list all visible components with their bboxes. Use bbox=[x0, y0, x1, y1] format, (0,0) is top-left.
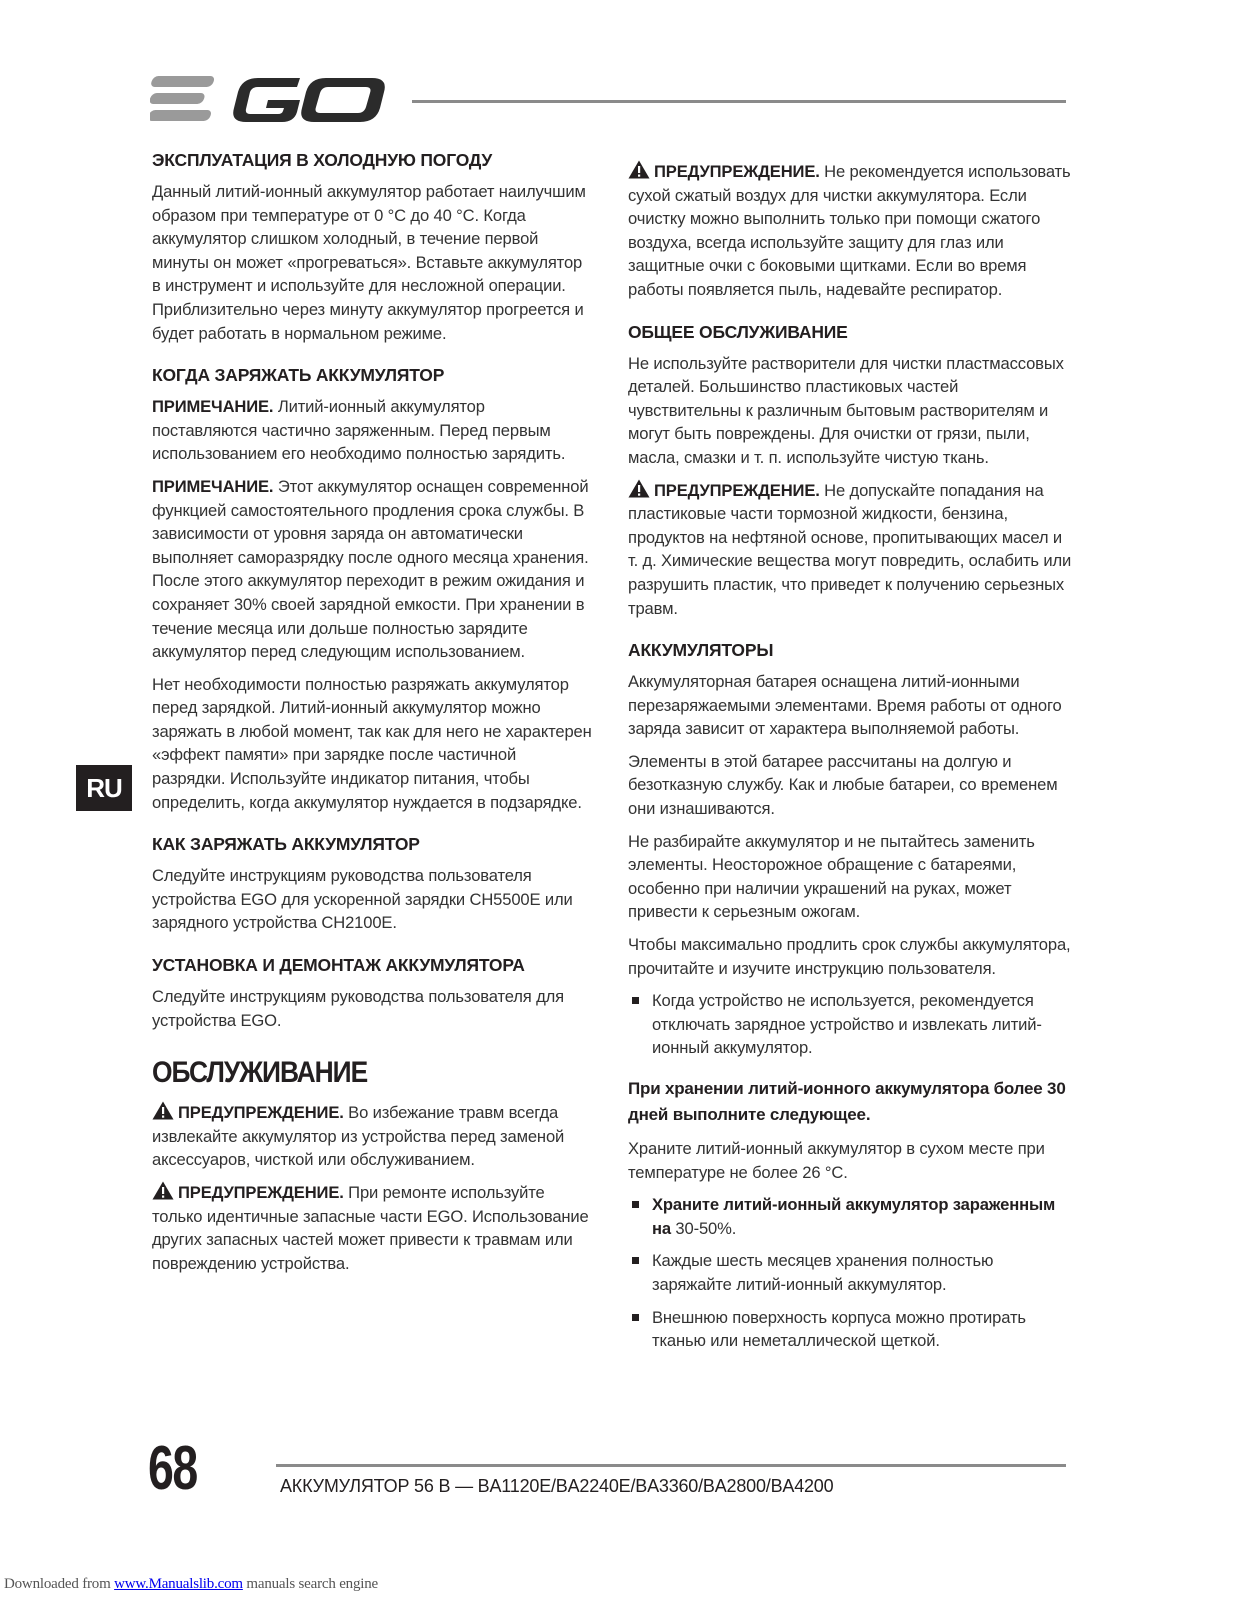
footer-title: АККУМУЛЯТОР 56 В — BA1120E/BA2240E/BA3360/BA2800/BA4200 bbox=[280, 1476, 834, 1496]
footer-rule bbox=[276, 1464, 1066, 1467]
list-item-text: Внешнюю поверхность корпуса можно протирать тканью или неметаллической щеткой. bbox=[652, 1307, 1026, 1351]
paragraph: Аккумуляторная батарея оснащена литий-ионными перезаряжаемыми элементами. Время работы от одного заряда зависит от характера выполняемой работы. bbox=[628, 672, 1062, 739]
paragraph: Не используйте растворители для чистки пластмассовых деталей. Большинство пластиковых частей чувствительны к различным бытовым растворителям и могут быть повреждены. Для очистки от грязи, пыли, масла, смазки и т. п. используйте чистую ткань. bbox=[628, 353, 1064, 467]
section-title-install-remove: УСТАНОВКА И ДЕМОНТАЖ АККУМУЛЯТОРА bbox=[152, 955, 525, 976]
paragraph: Храните литий-ионный аккумулятор в сухом месте при температуре не более 26 °C. bbox=[628, 1139, 1045, 1182]
left-column bbox=[152, 150, 592, 1284]
note-text: Литий-ионный аккумулятор поставляются частично заряженным. Перед первым использованием его необходимо полностью зарядить. bbox=[152, 397, 566, 464]
language-tab: RU bbox=[76, 765, 132, 811]
header-rule bbox=[412, 100, 1066, 103]
ego-logo bbox=[150, 68, 390, 130]
paragraph: Чтобы максимально продлить срок службы аккумулятора, прочитайте и изучите инструкцию пользователя. bbox=[628, 935, 1071, 978]
warning-label: ПРЕДУПРЕЖДЕНИЕ. bbox=[178, 1103, 344, 1123]
list-item bbox=[628, 989, 1073, 1060]
note-text: Этот аккумулятор оснащен современной функцией самостоятельного продления срока службы. В зависимости от уровня заряда он автоматически выполняет саморазрядку после одного месяца хранения. После этого аккумулятор переходит в режим ожидания и сохраняет 30% своей зарядной емкости. При хранении в течение месяца или дольше полностью зарядите аккумулятор перед следующим использованием. bbox=[152, 476, 589, 662]
list-item-text: 30-50%. bbox=[670, 1218, 737, 1238]
section-title-cold-weather: ЭКСПЛУАТАЦИЯ В ХОЛОДНУЮ ПОГОДУ bbox=[152, 150, 493, 170]
note-label: ПРИМЕЧАНИЕ. bbox=[152, 397, 274, 417]
list-item-text: Каждые шесть месяцев хранения полностью заряжайте литий-ионный аккумулятор. bbox=[652, 1251, 994, 1294]
section-title-batteries: АККУМУЛЯТОРЫ bbox=[628, 640, 774, 661]
bullet-list bbox=[628, 989, 1073, 1060]
warning-label: ПРЕДУПРЕЖДЕНИЕ. bbox=[654, 162, 820, 181]
warning-paragraph bbox=[628, 479, 1073, 621]
warning-icon bbox=[152, 1101, 174, 1120]
list-item-bold-text: Храните литий-ионный аккумулятор зараженным на bbox=[652, 1195, 1056, 1238]
warning-icon bbox=[628, 160, 650, 179]
note-label: ПРИМЕЧАНИЕ. bbox=[152, 476, 274, 496]
warning-text: Во избежание травм всегда извлекайте аккумулятор из устройства перед заменой аксессуаров, чисткой или обслуживанием. bbox=[152, 1103, 565, 1170]
paragraph: Элементы в этой батарее рассчитаны на долгую и безотказную службу. Как и любые батареи, со временем они изнашиваются. bbox=[628, 751, 1058, 819]
paragraph: Нет необходимости полностью разряжать аккумулятор перед зарядкой. Литий-ионный аккумулятор можно заряжать в любой момент, так как для него не характерен «эффект памяти» при зарядке после частичной разрядки. Используйте индикатор питания, чтобы определить, когда аккумулятор нуждается в подзарядке. bbox=[152, 674, 592, 812]
warning-paragraph bbox=[152, 1101, 592, 1172]
list-item-text: Когда устройство не используется, рекомендуется отключать зарядное устройство и извлекать литий-ионный аккумулятор. bbox=[652, 991, 1042, 1058]
bullet-square-icon bbox=[632, 1314, 639, 1321]
section-title-when-charge: КОГДА ЗАРЯЖАТЬ АККУМУЛЯТОР bbox=[152, 365, 445, 386]
paragraph: Данный литий-ионный аккумулятор работает наилучшим образом при температуре от 0 °C до 40 °C. Когда аккумулятор слишком холодный, в течение первой минуты он может «прогреваться». Вставьте аккумулятор в инструмент и используйте для несложной операции. Приблизительно через минуту аккумулятор прогреется и будет работать в нормальном режиме. bbox=[152, 182, 586, 343]
bullet-square-icon bbox=[632, 1201, 639, 1208]
warning-paragraph bbox=[152, 1181, 592, 1275]
section-title-how-charge: КАК ЗАРЯЖАТЬ АККУМУЛЯТОР bbox=[152, 834, 420, 855]
paragraph: Не разбирайте аккумулятор и не пытайтесь заменить элементы. Неосторожное обращение с батареями, особенно при наличии украшений на руках, может привести к серьезным ожогам. bbox=[628, 831, 1035, 922]
note-paragraph bbox=[152, 395, 592, 466]
bullet-list bbox=[628, 1193, 1073, 1353]
warning-text: Не рекомендуется использовать сухой сжатый воздух для чистки аккумулятора. Если очистку можно выполнить только при помощи сжатого воздуха, всегда используйте защиту для глаз или защитные очки с боковыми щитками. Если во время работы появляется пыль, надевайте респиратор. bbox=[628, 162, 1071, 299]
list-item bbox=[628, 1193, 1073, 1240]
note-paragraph bbox=[152, 475, 592, 664]
ego-logo-graphic bbox=[150, 68, 390, 130]
warning-paragraph bbox=[628, 160, 1073, 302]
list-item bbox=[628, 1249, 1073, 1296]
bullet-square-icon bbox=[632, 997, 639, 1004]
warning-label: ПРЕДУПРЕЖДЕНИЕ. bbox=[178, 1183, 344, 1202]
subsection-title-storage: При хранении литий-ионного аккумулятора более 30 дней выполните следующее. bbox=[628, 1079, 1066, 1124]
main-title-maintenance: ОБСЛУЖИВАНИЕ bbox=[152, 1056, 368, 1090]
warning-text: При ремонте используйте только идентичные запасные части EGO. Использование других запасных частей может привести к травмам или повреждению устройства. bbox=[152, 1183, 589, 1273]
page-number: 68 bbox=[148, 1434, 197, 1503]
warning-icon bbox=[628, 479, 650, 498]
paragraph: Следуйте инструкциям руководства пользователя устройства EGO для ускоренной зарядки CH5500E или зарядного устройства CH2100E. bbox=[152, 866, 573, 933]
manualslib-link[interactable]: www.Manualslib.com bbox=[114, 1576, 243, 1592]
right-column bbox=[628, 160, 1073, 1362]
paragraph: Следуйте инструкциям руководства пользователя для устройства EGO. bbox=[152, 987, 564, 1030]
warning-label: ПРЕДУПРЕЖДЕНИЕ. bbox=[654, 480, 820, 500]
download-notice bbox=[4, 1576, 378, 1593]
download-suffix: manuals search engine bbox=[242, 1576, 378, 1592]
bullet-square-icon bbox=[632, 1257, 639, 1264]
section-title-general-maintenance: ОБЩЕЕ ОБСЛУЖИВАНИЕ bbox=[628, 321, 848, 342]
list-item bbox=[628, 1306, 1073, 1353]
download-prefix: Downloaded from bbox=[4, 1576, 115, 1592]
warning-text: Не допускайте попадания на пластиковые части тормозной жидкости, бензина, продуктов на нефтяной основе, пропитывающих масел и т. д. Химические вещества могут повредить, ослабить или разрушить пластик, что приведет к получению серьезных травм. bbox=[628, 480, 1072, 618]
warning-icon bbox=[152, 1181, 174, 1200]
